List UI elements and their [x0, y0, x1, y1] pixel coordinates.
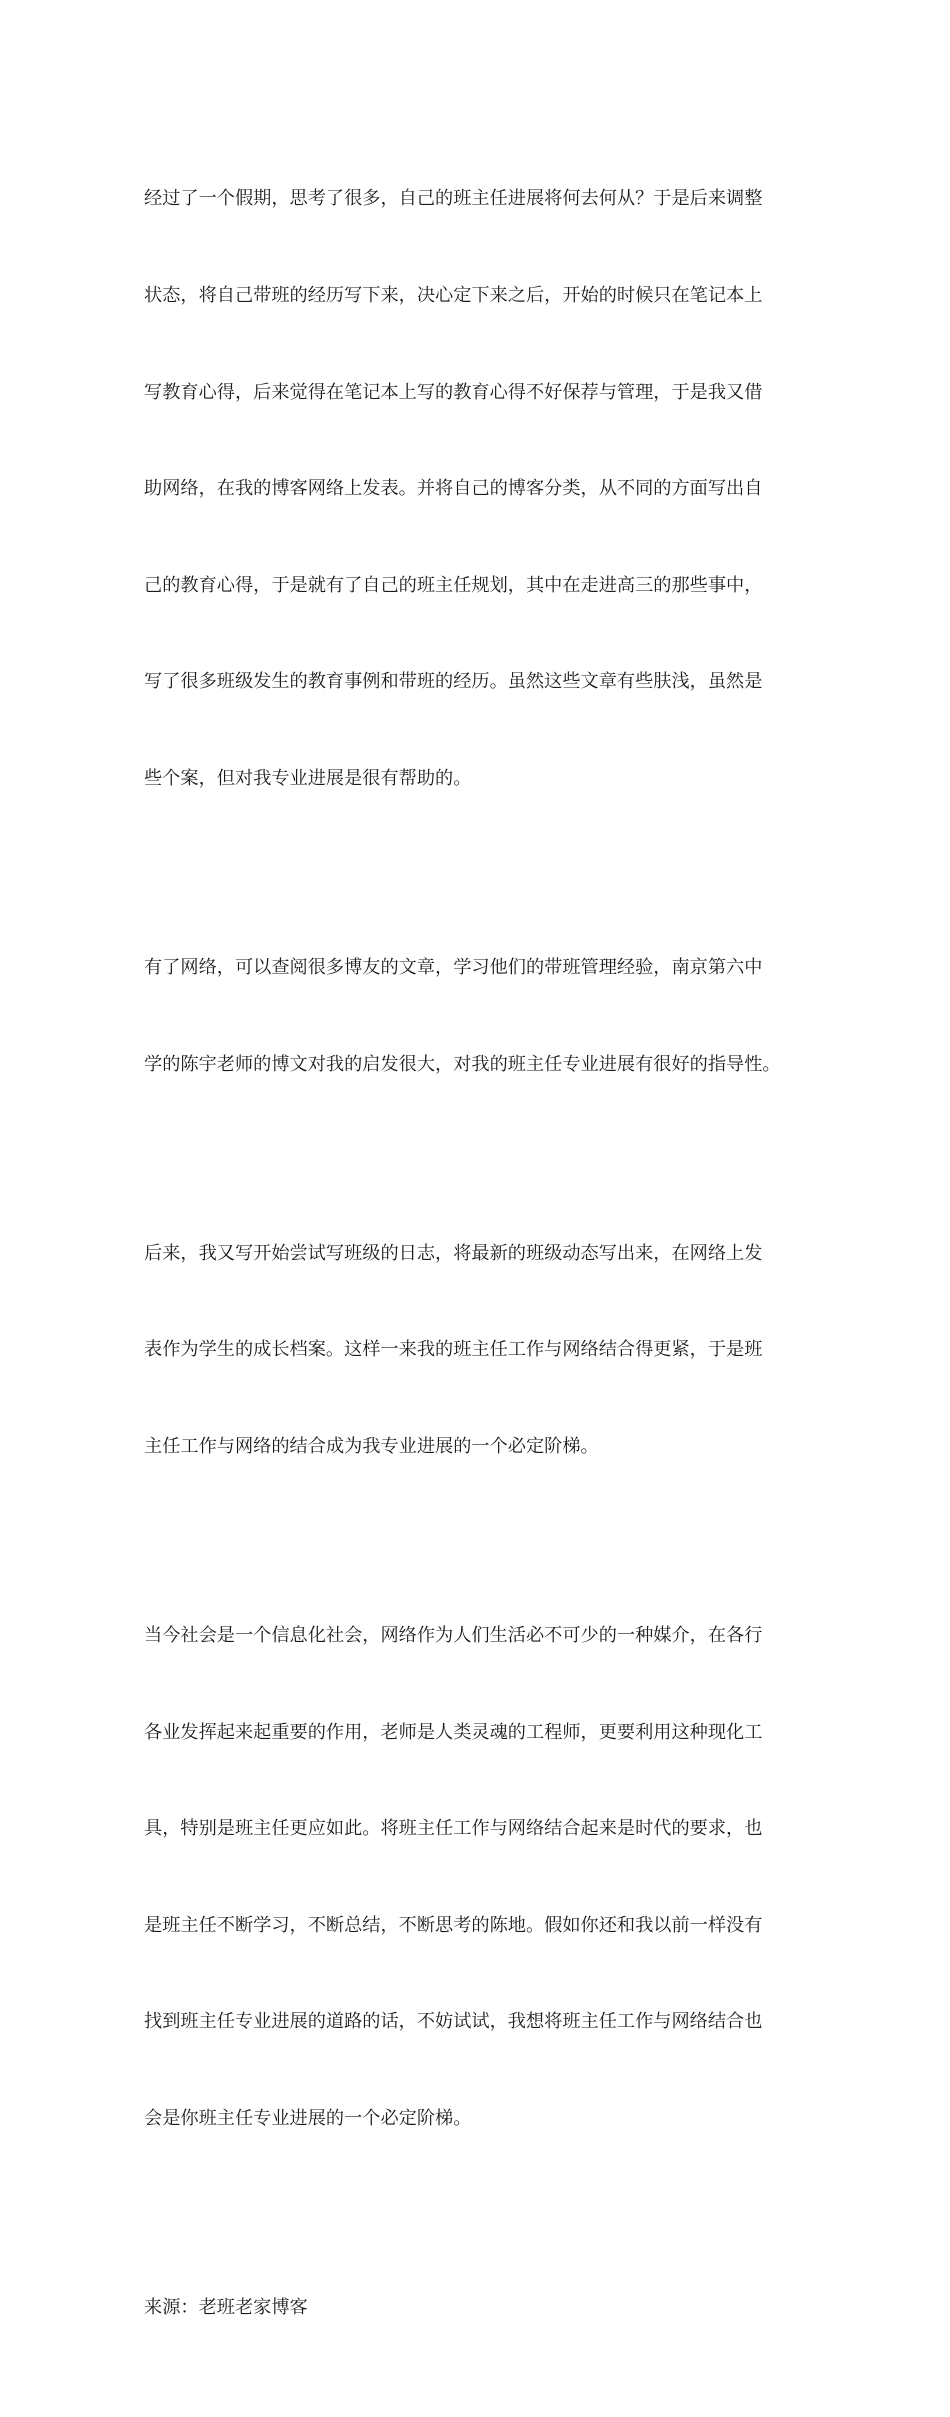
paragraph-3 — [144, 1173, 809, 1527]
text-line: 各业发挥起来起重要的作用，老师是人类灵魂的工程师，更要利用这种现化工 — [144, 1721, 763, 1743]
text-line: 具，特别是班主任更应如此。将班主任工作与网络结合起来是时代的要求，也 — [144, 1818, 763, 1840]
text-line: 后来，我又写开始尝试写班级的日志，将最新的班级动态写出来，在网络上发 — [144, 1242, 763, 1264]
text-line: 是班主任不断学习，不断总结，不断思考的陈地。假如你还和我以前一样没有 — [144, 1914, 763, 1936]
text-line: 己的教育心得，于是就有了自己的班主任规划，其中在走进高三的那些事中， — [144, 574, 763, 596]
source-text: 来源：老班老家博客 — [144, 2297, 308, 2318]
article-body — [144, 119, 809, 2417]
paragraph-4 — [144, 1556, 809, 2200]
text-line: 写了很多班级发生的教育事例和带班的经历。虽然这些文章有些肤浅，虽然是 — [144, 671, 763, 693]
text-line: 助网络，在我的博客网络上发表。并将自己的博客分类，从不同的方面写出自 — [144, 478, 763, 500]
text-line: 状态，将自己带班的经历写下来，决心定下来之后，开始的时候只在笔记本上 — [144, 285, 763, 307]
text-line: 会是你班主任专业进展的一个必定阶梯。 — [144, 2107, 472, 2129]
text-line: 找到班主任专业进展的道路的话，不妨试试，我想将班主任工作与网络结合也 — [144, 2011, 763, 2033]
text-line: 有了网络，可以查阅很多博友的文章，学习他们的带班管理经验，南京第六中 — [144, 957, 763, 979]
text-line: 学的陈宇老师的博文对我的启发很大，对我的班主任专业进展有很好的指导性。 — [144, 1053, 781, 1075]
text-line: 表作为学生的成长档案。这样一来我的班主任工作与网络结合得更紧，于是班 — [144, 1339, 763, 1361]
text-line: 主任工作与网络的结合成为我专业进展的一个必定阶梯。 — [144, 1435, 599, 1457]
text-line: 经过了一个假期，思考了很多，自己的班主任进展将何去何从？于是后来调整 — [144, 188, 763, 210]
source-line — [144, 2228, 809, 2389]
text-line: 当今社会是一个信息化社会，网络作为人们生活必不可少的一种媒介，在各行 — [144, 1624, 763, 1646]
paragraph-1 — [144, 119, 809, 860]
text-line: 些个案，但对我专业进展是很有帮助的。 — [144, 768, 472, 790]
text-line: 写教育心得，后来觉得在笔记本上写的教育心得不好保荐与管理，于是我又借 — [144, 381, 763, 403]
paragraph-2 — [144, 888, 809, 1146]
